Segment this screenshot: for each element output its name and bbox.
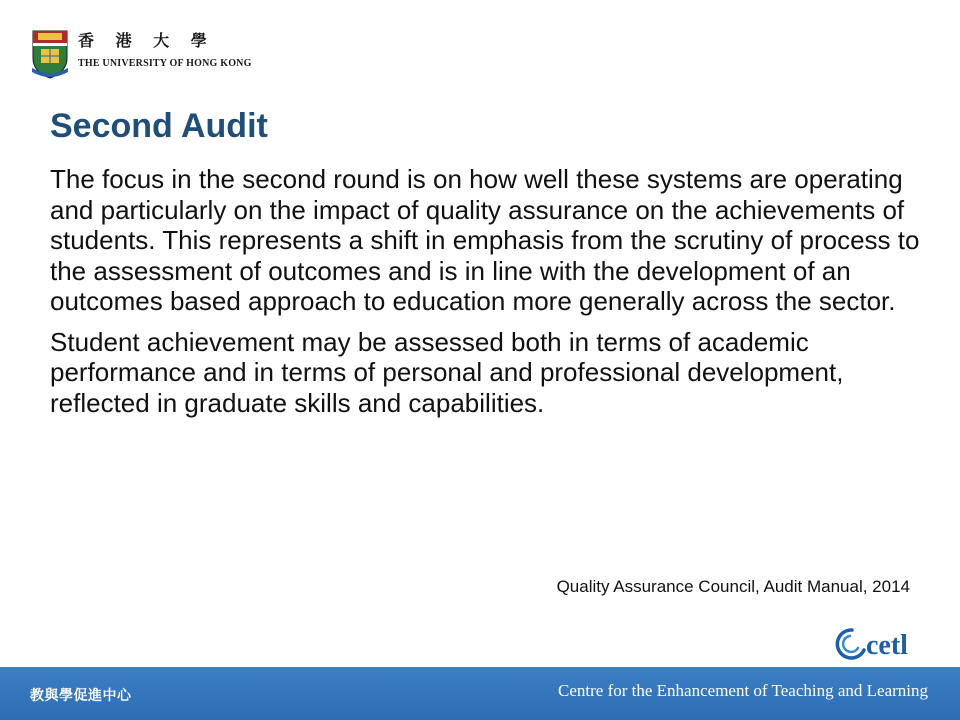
body-paragraph-1: The focus in the second round is on how well these systems are operating and particularly on the impact of quality assurance on the achievements of students. This represents a shift in emphasis from the scrutiny of process to the assessment of outcomes and is in line with the development of an outcomes based approach to education more generally across the sector. (50, 164, 920, 316)
footer-english-name: Centre for the Enhancement of Teaching and Learning (558, 681, 928, 700)
slide-body (50, 164, 920, 428)
university-name (78, 30, 252, 69)
footer-chinese-name: 教與學促進中心 (30, 688, 132, 704)
citation: Quality Assurance Council, Audit Manual, 2014 (556, 577, 910, 596)
footer-bar (0, 667, 960, 720)
cetl-logo-text: cetl (866, 630, 908, 661)
university-name-english: THE UNIVERSITY OF HONG KONG (78, 58, 252, 69)
slide-title: Second Audit (50, 107, 268, 145)
hku-crest-icon (30, 28, 70, 80)
university-name-chinese: 香 港 大 學 (78, 31, 215, 50)
body-paragraph-2: Student achievement may be assessed both in terms of academic performance and in terms of personal and professional development, reflected in graduate skills and capabilities. (50, 326, 844, 418)
cetl-logo (834, 624, 934, 664)
university-header (30, 28, 252, 82)
cetl-swirl-icon (837, 630, 864, 658)
